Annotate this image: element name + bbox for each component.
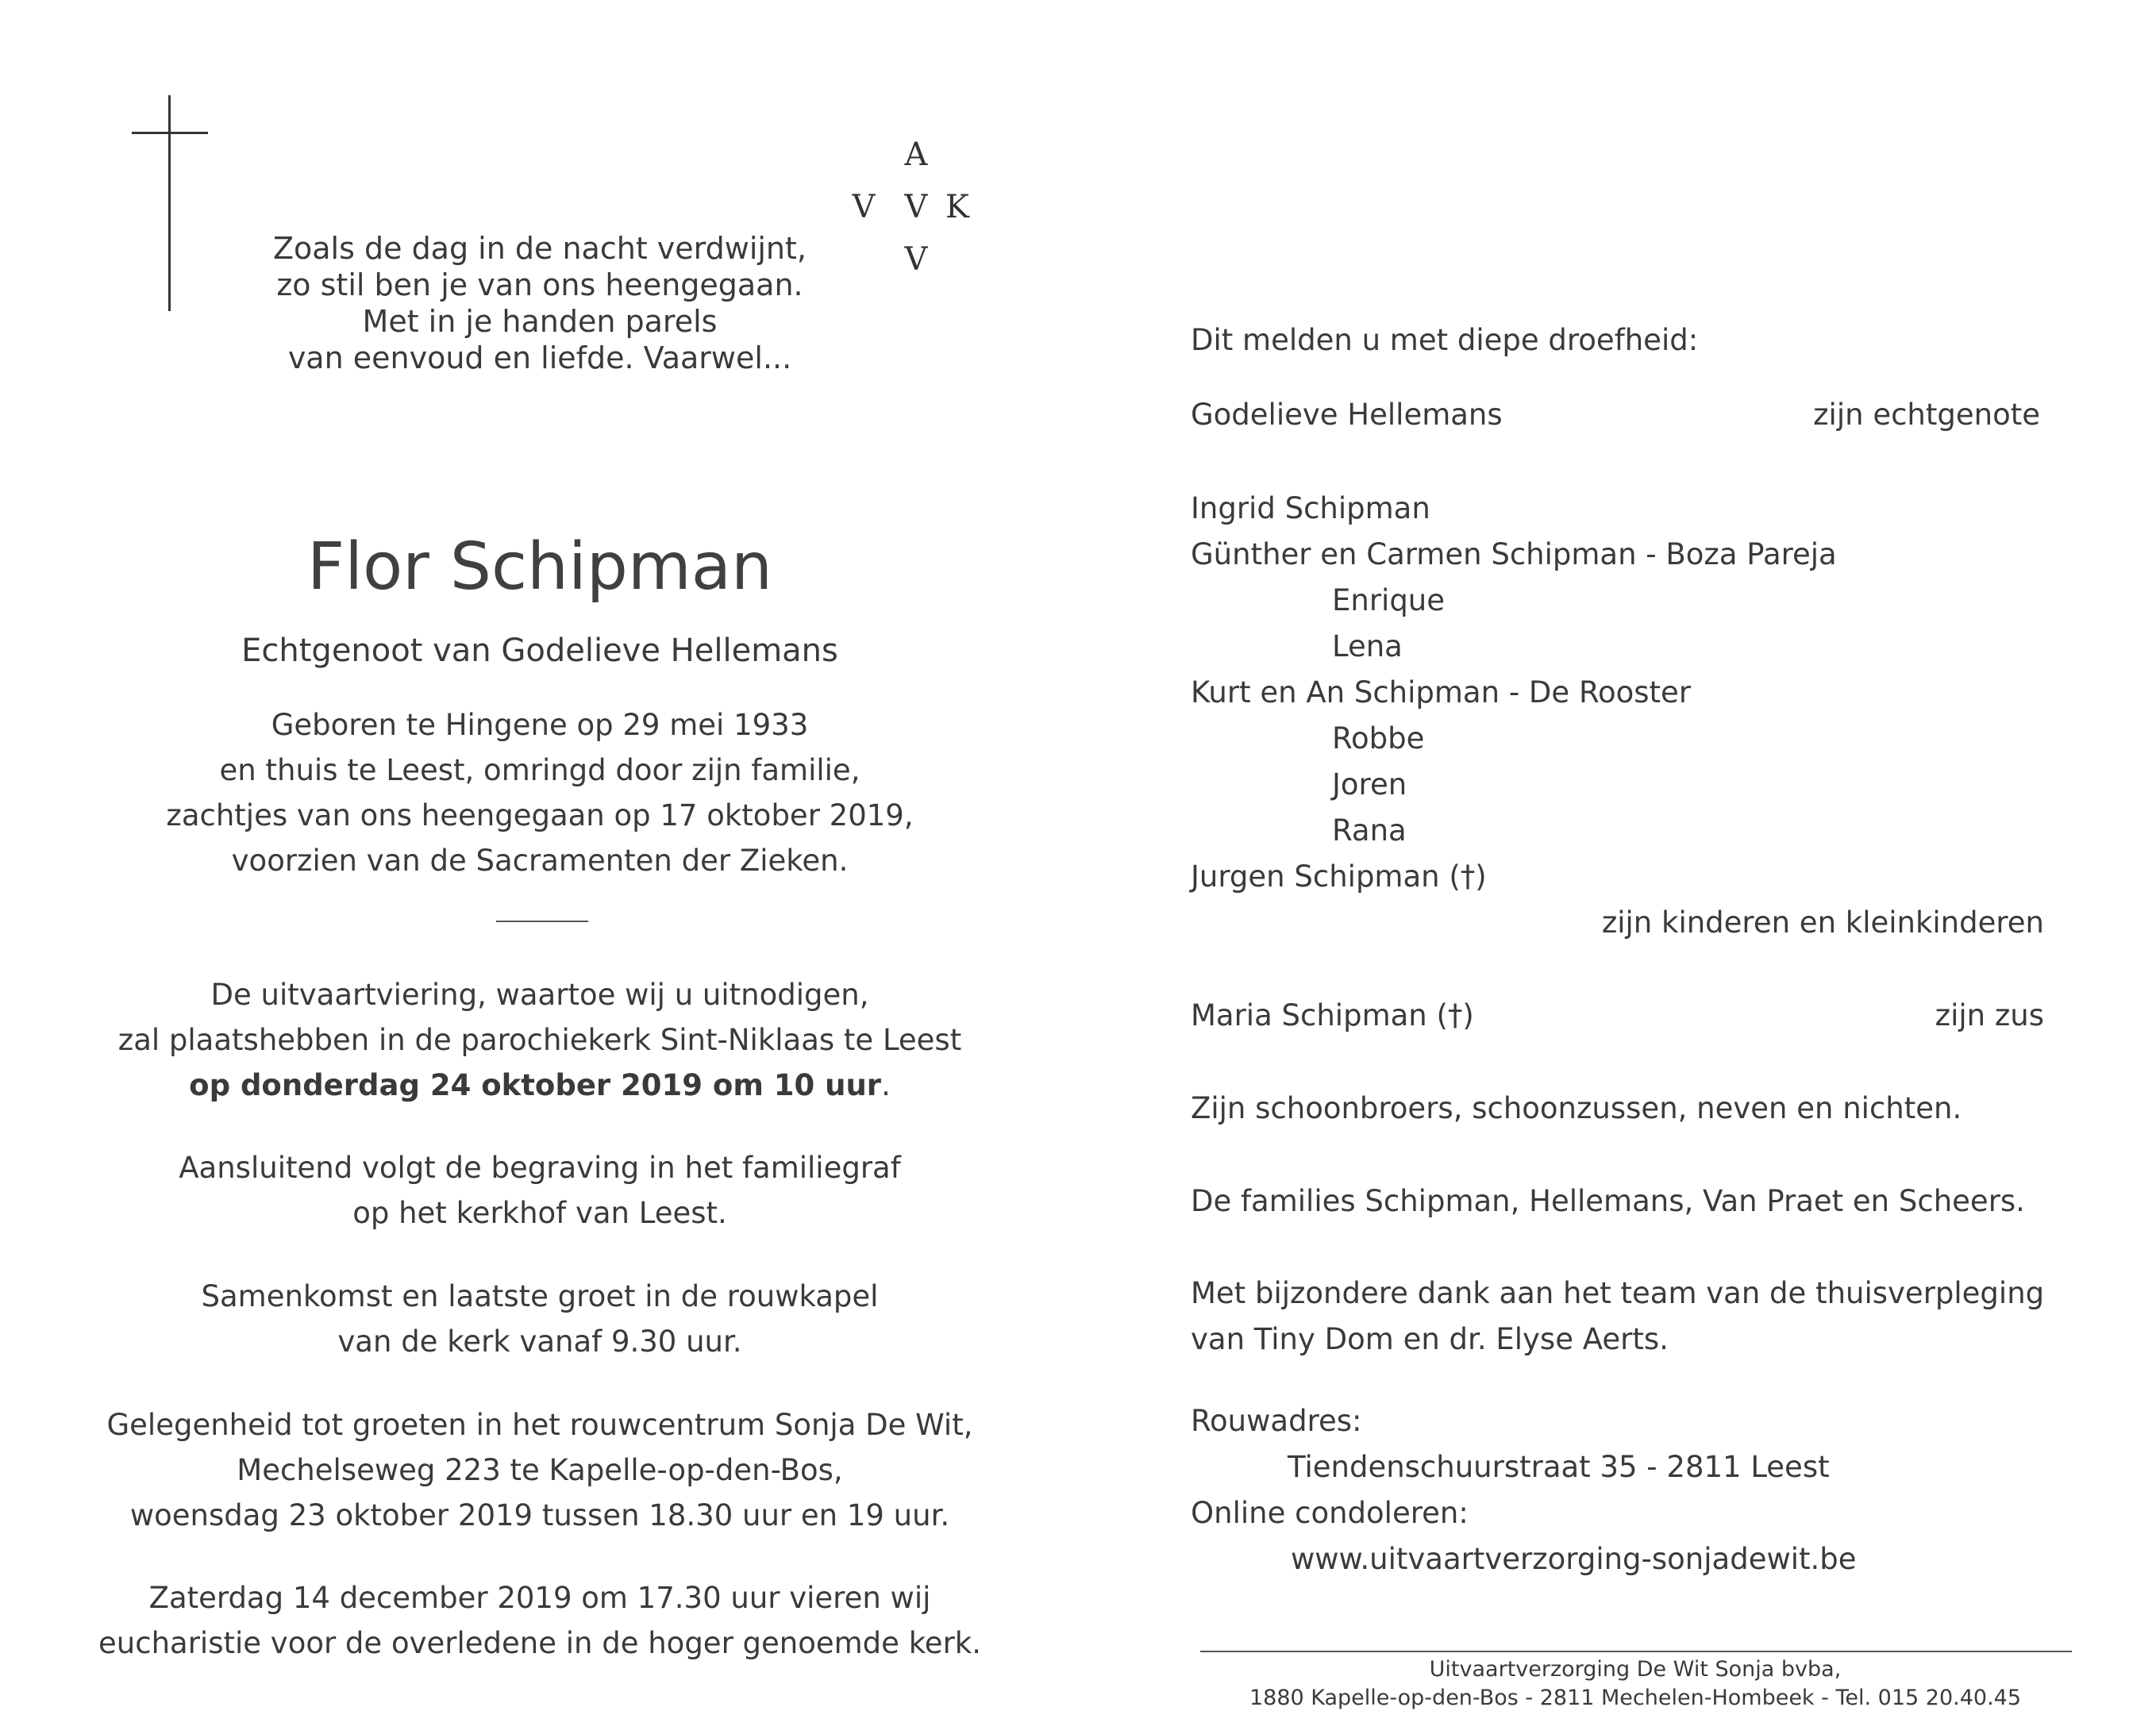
- funeral-info: [103, 972, 976, 1108]
- poem-line: zo stil ben je van ons heengegaan.: [276, 267, 803, 302]
- mourning-address: Tiendenschuurstraat 35 - 2811 Leest: [1288, 1450, 1830, 1484]
- child-name: Ingrid Schipman: [1191, 491, 1430, 525]
- grandchild-name: Enrique: [1332, 583, 1446, 617]
- birth-death-info: [103, 702, 976, 883]
- visitation-info: [79, 1402, 1000, 1538]
- poem-line: van eenvoud en liefde. Vaarwel...: [287, 340, 792, 375]
- funeral-date: [103, 1063, 976, 1108]
- spouse-relation: zijn echtgenote: [1813, 398, 2040, 432]
- info-line: De uitvaartviering, waartoe wij u uitnodigen,: [210, 978, 869, 1012]
- footer-divider: [1200, 1651, 2072, 1652]
- info-line: op het kerkhof van Leest.: [352, 1196, 727, 1230]
- spouse-subtitle: Echtgenoot van Godelieve Hellemans: [241, 632, 838, 669]
- cross-icon-bar: [132, 132, 208, 134]
- info-line: Zaterdag 14 december 2019 om 17.30 uur vieren wij: [148, 1581, 931, 1615]
- divider: [496, 921, 588, 922]
- website-link[interactable]: www.uitvaartverzorging-sonjadewit.be: [1291, 1542, 1857, 1576]
- info-line: zal plaatshebben in de parochiekerk Sint-Niklaas te Leest: [117, 1023, 962, 1057]
- monogram-left: V: [852, 189, 876, 225]
- children-relation: zijn kinderen en kleinkinderen: [1601, 905, 2044, 940]
- address-label: Rouwadres:: [1191, 1404, 1362, 1438]
- info-line: voorzien van de Sacramenten der Zieken.: [231, 844, 849, 878]
- poem-line: Zoals de dag in de nacht verdwijnt,: [272, 231, 807, 266]
- info-line: en thuis te Leest, omringd door zijn familie,: [219, 753, 860, 787]
- monogram-top: A: [904, 136, 928, 173]
- sister-name: Maria Schipman (†): [1191, 998, 1474, 1032]
- funeral-date-bold: op donderdag 24 oktober 2019 om 10 uur: [189, 1068, 882, 1102]
- info-line: Mechelseweg 223 te Kapelle-op-den-Bos,: [237, 1453, 843, 1487]
- info-line: Aansluitend volgt de begraving in het familiegraf: [179, 1151, 901, 1185]
- gathering-info: [103, 1274, 976, 1364]
- grandchild-name: Joren: [1332, 767, 1407, 802]
- info-line: Samenkomst en laatste groet in de rouwkapel: [201, 1279, 879, 1313]
- child-name: Kurt en An Schipman - De Rooster: [1191, 675, 1692, 709]
- thanks-line: van Tiny Dom en dr. Elyse Aerts.: [1191, 1322, 1669, 1356]
- sister-relation: zijn zus: [1935, 998, 2044, 1032]
- thanks-line: Met bijzondere dank aan het team van de thuisverpleging: [1191, 1276, 2045, 1310]
- spouse-name: Godelieve Hellemans: [1191, 398, 1503, 432]
- poem-line: Met in je handen parels: [362, 304, 718, 339]
- monogram-bottom: V: [904, 241, 928, 278]
- burial-info: [103, 1145, 976, 1236]
- info-line: zachtjes van ons heengegaan op 17 oktober 2019,: [166, 798, 914, 832]
- funeral-date-end: .: [881, 1068, 891, 1102]
- child-name: Günther en Carmen Schipman - Boza Pareja: [1191, 537, 1837, 571]
- families: De families Schipman, Hellemans, Van Praet en Scheers.: [1191, 1184, 2025, 1218]
- info-line: van de kerk vanaf 9.30 uur.: [337, 1325, 742, 1359]
- footer-line: Uitvaartverzorging De Wit Sonja bvba,: [1429, 1657, 1842, 1682]
- monogram-middle: V: [904, 189, 928, 225]
- mass-info: [79, 1575, 1000, 1666]
- in-laws: Zijn schoonbroers, schoonzussen, neven en nichten.: [1191, 1091, 1962, 1125]
- info-line: eucharistie voor de overledene in de hoger genoemde kerk.: [98, 1626, 981, 1660]
- monogram-right: K: [945, 189, 969, 225]
- info-line: woensdag 23 oktober 2019 tussen 18.30 uur en 19 uur.: [129, 1498, 950, 1532]
- footer-line: 1880 Kapelle-op-den-Bos - 2811 Mechelen-Hombeek - Tel. 015 20.40.45: [1249, 1686, 2022, 1710]
- cross-icon: [168, 95, 171, 311]
- info-line: Geboren te Hingene op 29 mei 1933: [271, 708, 809, 742]
- grandchild-name: Rana: [1332, 813, 1407, 848]
- poem: [191, 230, 889, 376]
- online-condolence-label: Online condoleren:: [1191, 1496, 1469, 1530]
- info-line: Gelegenheid tot groeten in het rouwcentrum Sonja De Wit,: [106, 1408, 973, 1442]
- grandchild-name: Lena: [1332, 629, 1403, 663]
- child-name: Jurgen Schipman (†): [1191, 859, 1487, 894]
- deceased-name: Flor Schipman: [307, 529, 772, 605]
- announcement-intro: Dit melden u met diepe droefheid:: [1191, 323, 1699, 357]
- grandchild-name: Robbe: [1332, 721, 1425, 756]
